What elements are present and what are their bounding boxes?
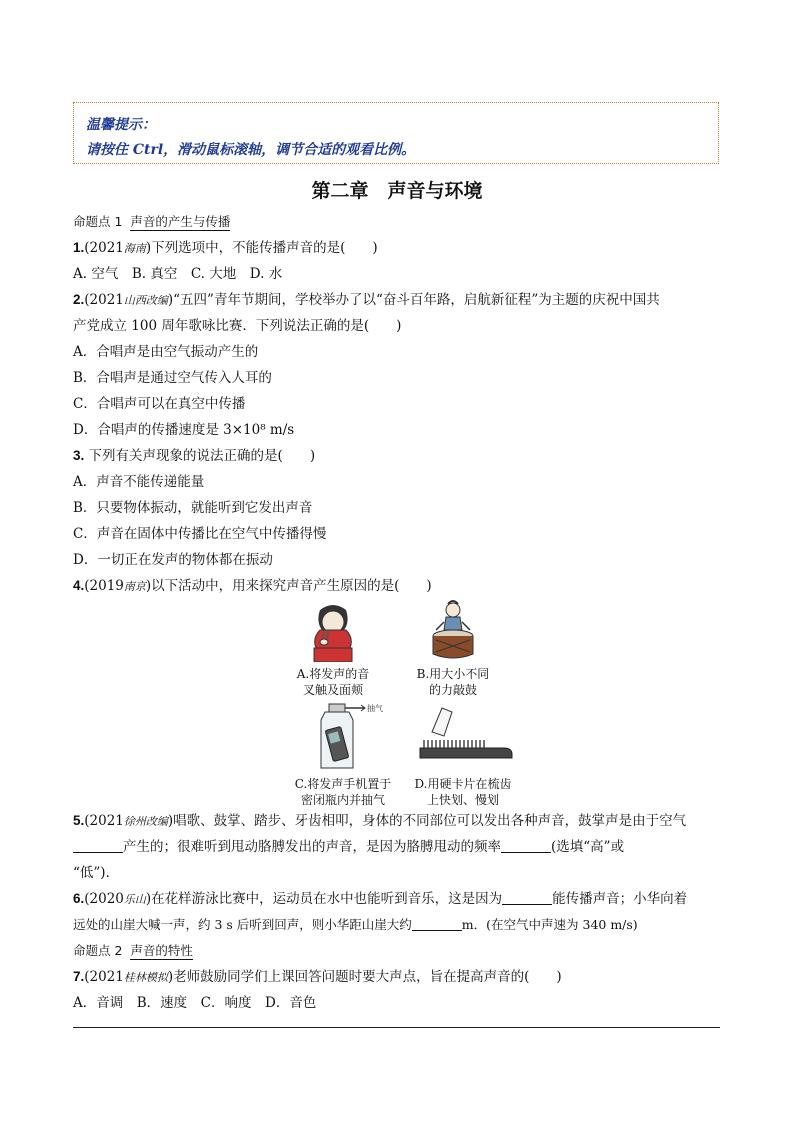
answer-blank[interactable]: [502, 890, 552, 905]
figure-c-caption: C.将发声手机置于 密闭瓶内并抽气: [294, 777, 392, 807]
question-6-line1: 6.(2020乐山)在花样游泳比赛中，运动员在水中也能听到音乐，这是因为 能传播声音；小华向着: [73, 891, 688, 907]
question-5-line1: 5.(2021徐州改编)唱歌、鼓掌、踏步、牙齿相叩，身体的不同部位可以发出各种声音，鼓掌声是由于空气: [73, 813, 687, 829]
tip-box: [73, 102, 719, 164]
answer-blank[interactable]: [412, 916, 462, 931]
tuning-fork-person-icon: [298, 600, 368, 662]
phone-in-jar-icon: [303, 702, 383, 772]
figure-d-caption: D.用硬卡片在梳齿 上快划、慢划: [414, 777, 512, 807]
question-6-line2: 远处的山崖大喊一声，约 3 s 后听到回声，则小华距山崖大约 m．(在空气中声速为 340 m/s): [73, 917, 638, 932]
question-5-line3: “低”)．: [73, 865, 120, 881]
answer-blank[interactable]: [73, 838, 123, 853]
chapter-title: 第二章 声音与环境: [311, 180, 483, 202]
section-heading-1: 命题点 1 声音的产生与传播: [73, 214, 231, 229]
question-5-line2: 产生的；很难听到甩动胳膊发出的声音，是因为胳膊甩动的频率 (选填“高”或: [73, 838, 624, 856]
figure-d: [398, 702, 528, 808]
section-heading-2: 命题点 2 声音的特性: [73, 943, 193, 958]
question-3: 3. 下列有关声现象的说法正确的是( ): [73, 448, 316, 464]
tip-text: 请按住 Ctrl，滑动鼠标滚轴，调节合适的观看比例。: [86, 142, 416, 158]
q2-option-c: C．合唱声可以在真空中传播: [73, 396, 246, 412]
q2-option-a: A．合唱声是由空气振动产生的: [73, 344, 259, 360]
question-2-line1: 2.(2021山西改编)“五四”青年节期间，学校举办了以“奋斗百年路，启航新征程”为主题的庆祝中国共: [73, 292, 660, 308]
question-2-line2: 产党成立 100 周年歌咏比赛．下列说法正确的是( ): [73, 318, 402, 334]
q2-option-b: B．合唱声是通过空气传入人耳的: [73, 370, 272, 386]
pump-label: 抽气: [367, 704, 383, 713]
q1-options: A. 空气 B. 真空 C. 大地 D. 水: [73, 266, 283, 282]
q3-option-a: A．声音不能传递能量: [73, 474, 205, 490]
figure-a: [278, 600, 388, 698]
figure-c: [278, 702, 408, 808]
figure-b-caption: B.用大小不同 的力敲鼓: [416, 667, 490, 697]
q7-options: A．音调 B．速度 C．响度 D．音色: [73, 995, 317, 1011]
figure-b: [398, 600, 508, 698]
comb-card-icon: [408, 702, 518, 772]
answer-blank[interactable]: [501, 838, 551, 853]
drum-player-icon: [418, 600, 488, 662]
q2-option-d: D．合唱声的传播速度是 3×10⁸ m/s: [73, 422, 295, 438]
q3-option-c: C．声音在固体中传播比在空气中传播得慢: [73, 526, 327, 542]
q3-option-d: D．一切正在发声的物体都在振动: [73, 552, 273, 568]
tip-title: 温馨提示：: [86, 117, 156, 133]
figure-a-caption: A.将发声的音 叉触及面颊: [296, 667, 370, 697]
bottom-rule: [73, 1027, 720, 1028]
question-7: 7.(2021桂林模拟)老师鼓励同学们上课回答问题时要大声点，旨在提高声音的( ): [73, 969, 562, 985]
question-4: 4.(2019南京)以下活动中，用来探究声音产生原因的是( ): [73, 578, 432, 594]
q3-option-b: B．只要物体振动，就能听到它发出声音: [73, 500, 313, 516]
question-1: 1.(2021海南)下列选项中，不能传播声音的是( ): [73, 240, 378, 256]
